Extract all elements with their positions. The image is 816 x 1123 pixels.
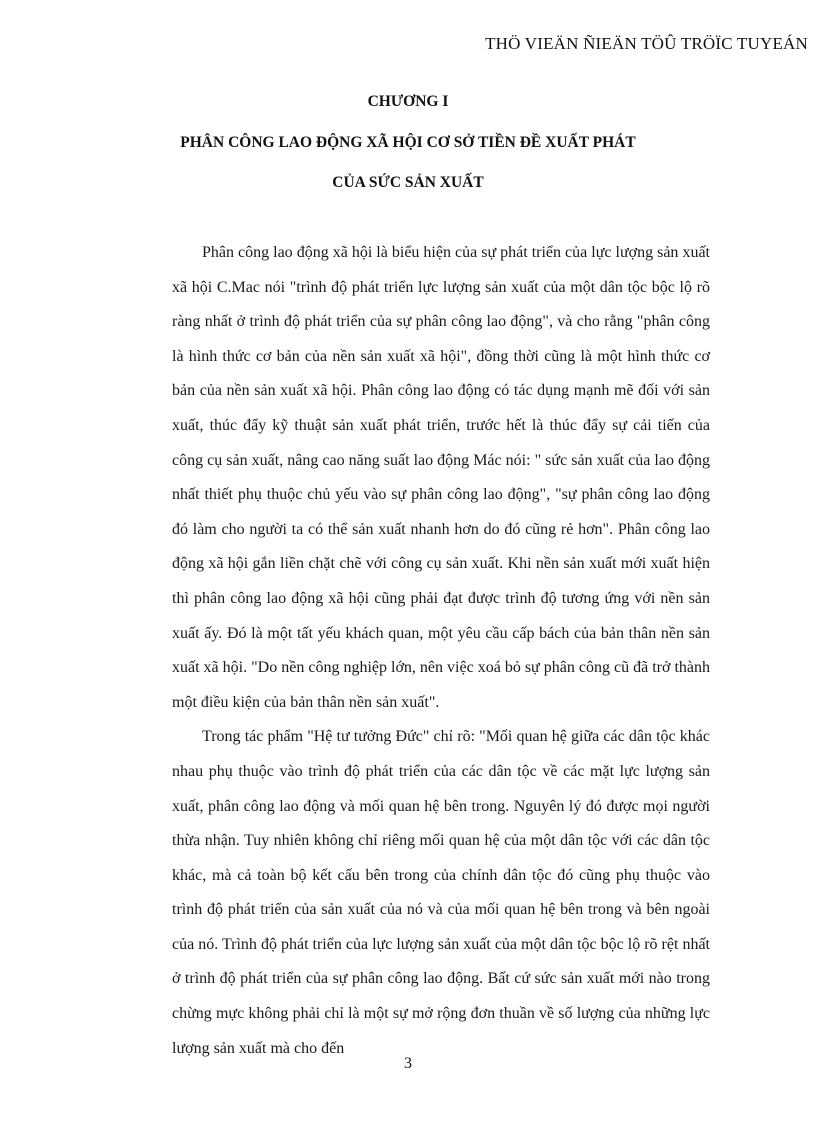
chapter-number: CHƯƠNG I: [367, 93, 449, 110]
chapter-title-line-2: CỦA SỨC SẢN XUẤT: [332, 174, 484, 191]
page-number: 3: [404, 1055, 412, 1072]
chapter-title-line-1: PHÂN CÔNG LAO ĐỘNG XÃ HỘI CƠ SỞ TIỀN ĐỀ XUẤT PHÁT: [180, 134, 636, 151]
body-text: [172, 236, 710, 1066]
paragraph-2: Trong tác phẩm "Hệ tư tưởng Đức" chỉ rõ: "Mối quan hệ giữa các dân tộc khác nhau phụ thuộc vào trình độ phát triển của các dân tộc về các mặt lực lượng sản xuất, phân công lao động và mối quan hệ bên trong. Nguyên lý đó được mọi người thừa nhận. Tuy nhiên không chỉ riêng mối quan hệ của một dân tộc với các dân tộc khác, mà cả toàn bộ kết cấu bên trong của chính dân tộc đó cũng phụ thuộc vào trình độ phát triển của sản xuất của nó và của mối quan hệ bên trong và bên ngoài của nó. Trình độ phát triển của lực lượng sản xuất của một dân tộc bộc lộ rõ rệt nhất ở trình độ phát triển của sự phân công lao động. Bất cứ sức sản xuất mới nào trong chừng mực không phải chỉ là một sự mở rộng đơn thuần về số lượng của những lực lượng sản xuất mà cho đến: [172, 728, 710, 1057]
running-header: THÖ VIEÄN ÑIEÄN TÖÛ TRÖÏC TUYEÁN: [485, 34, 808, 53]
paragraph-1: Phân công lao động xã hội là biểu hiện của sự phát triển của lực lượng sản xuất xã hội C.Mac nói "trình độ phát triển lực lượng sản xuất của một dân tộc bộc lộ rõ ràng nhất ở trình độ phát triển của sự phân công lao động", và cho rằng "phân công là hình thức cơ bản của nền sản xuất xã hội", đồng thời cũng là một hình thức cơ bản của nền sản xuất xã hội. Phân công lao động có tác dụng mạnh mẽ đối với sản xuất, thúc đẩy kỹ thuật sản xuất phát triển, trước hết là thúc đẩy sự cải tiến của công cụ sản xuất, nâng cao năng suất lao động Mác nói: " sức sản xuất của lao động nhất thiết phụ thuộc chủ yếu vào sự phân công lao động", "sự phân công lao động đó làm cho người ta có thể sản xuất nhanh hơn do đó cũng rẻ hơn". Phân công lao động xã hội gắn liền chặt chẽ với công cụ sản xuất. Khi nền sản xuất mới xuất hiện thì phân công lao động xã hội cũng phải đạt được trình độ tương ứng với nền sản xuất ấy. Đó là một tất yếu khách quan, một yêu cầu cấp bách của bản thân nền sản xuất xã hội. "Do nền công nghiệp lớn, nên việc xoá bỏ sự phân công cũ đã trở thành một điều kiện của bản thân nền sản xuất".: [172, 244, 710, 711]
